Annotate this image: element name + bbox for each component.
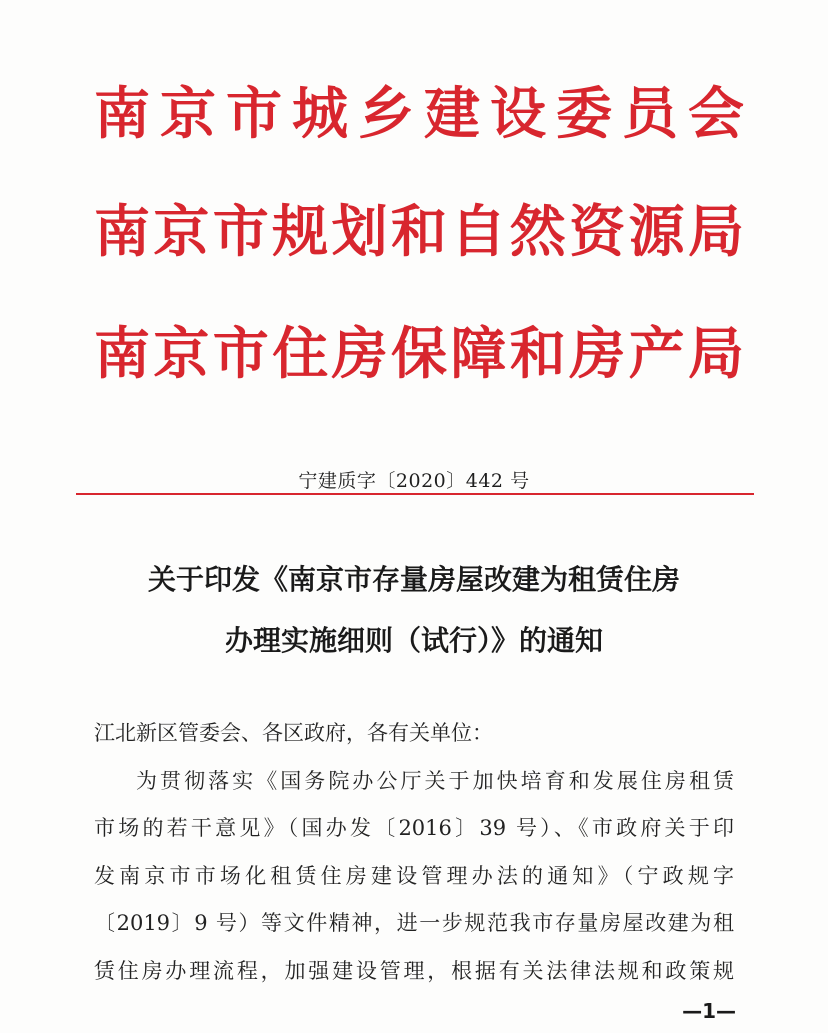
issuer-name-housing-bureau: 南京市住房保障和房产局	[94, 321, 744, 387]
page-number: —1—	[682, 999, 736, 1023]
document-title-line-1: 关于印发《南京市存量房屋改建为租赁住房	[147, 563, 680, 596]
document-number: 宁建质字〔2020〕442 号	[298, 470, 530, 492]
salutation: 江北新区管委会、各区政府，各有关单位：	[94, 721, 493, 745]
red-separator-line	[76, 493, 754, 495]
body-text-line: 〔2019〕9 号）等文件精神，进一步规范我市存量房屋改建为租	[94, 911, 734, 935]
body-text-line: 市场的若干意见》（国办发〔2016〕39 号）、《市政府关于印	[94, 816, 734, 840]
issuer-name-construction-committee: 南京市城乡建设委员会	[94, 81, 744, 147]
body-text-line: 赁住房办理流程，加强建设管理，根据有关法律法规和政策规	[94, 959, 734, 983]
body-text-line: 发南京市市场化租赁住房建设管理办法的通知》（宁政规字	[94, 864, 734, 888]
document-title-line-2: 办理实施细则（试行）》的通知	[224, 624, 603, 657]
body-text-line: 为贯彻落实《国务院办公厅关于加快培育和发展住房租赁	[136, 769, 734, 793]
issuer-name-planning-bureau: 南京市规划和自然资源局	[94, 199, 744, 265]
